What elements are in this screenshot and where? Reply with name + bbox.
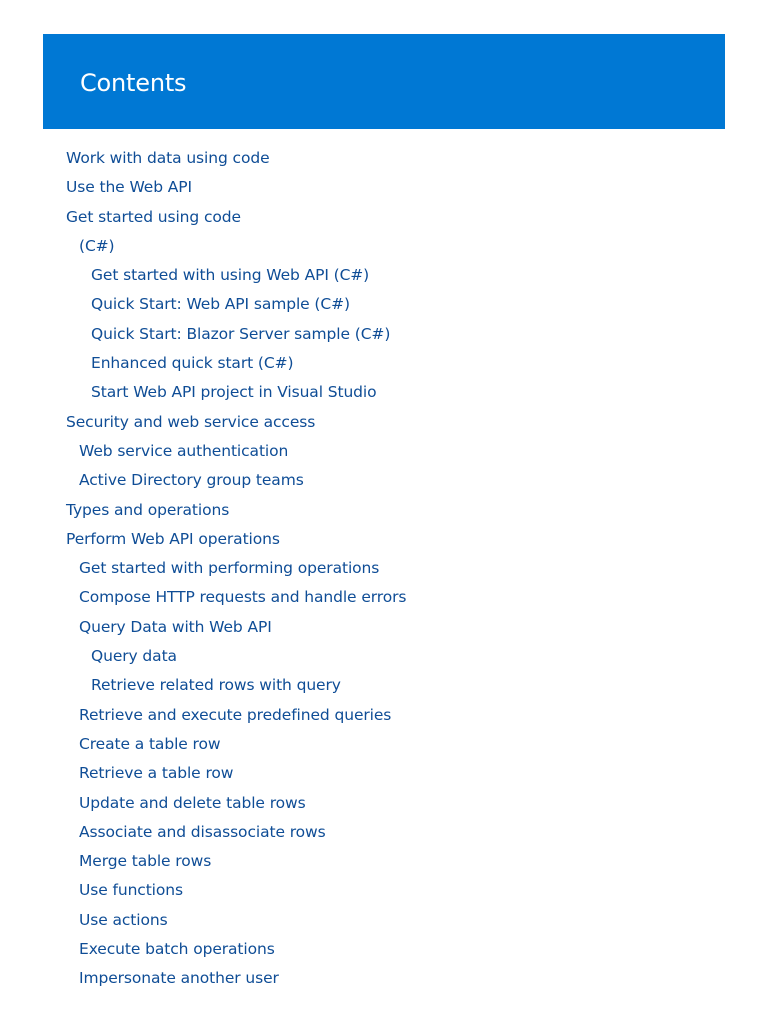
toc-link-retrieve-execute-predefined-queries[interactable]: Retrieve and execute predefined queries [79, 705, 392, 724]
toc-link-merge-table-rows[interactable]: Merge table rows [79, 852, 212, 871]
toc-link-create-a-table-row[interactable]: Create a table row [79, 734, 221, 753]
toc-link-work-with-data-using-code[interactable]: Work with data using code [66, 149, 270, 167]
toc-link-use-actions[interactable]: Use actions [79, 910, 168, 929]
toc-link-execute-batch-operations[interactable]: Execute batch operations [79, 940, 275, 959]
toc-link-quick-start-blazor-server-sample[interactable]: Quick Start: Blazor Server sample (C#) [91, 324, 391, 343]
toc-link-get-started-using-code[interactable]: Get started using code [66, 207, 241, 226]
toc-link-csharp[interactable]: (C#) [79, 236, 115, 255]
toc-link-get-started-web-api-csharp[interactable]: Get started with using Web API (C#) [91, 266, 370, 285]
toc-link-use-the-web-api[interactable]: Use the Web API [66, 178, 192, 197]
table-of-contents [66, 144, 706, 994]
toc-link-enhanced-quick-start[interactable]: Enhanced quick start (C#) [91, 354, 294, 373]
toc-link-retrieve-related-rows[interactable]: Retrieve related rows with query [91, 676, 341, 695]
toc-link-use-functions[interactable]: Use functions [79, 881, 183, 900]
toc-link-query-data[interactable]: Query data [91, 647, 177, 666]
page-title: Contents [80, 69, 187, 97]
toc-link-associate-disassociate-rows[interactable]: Associate and disassociate rows [79, 822, 326, 841]
toc-link-perform-web-api-operations[interactable]: Perform Web API operations [66, 529, 280, 548]
toc-link-retrieve-a-table-row[interactable]: Retrieve a table row [79, 764, 234, 783]
toc-link-security-and-web-service-access[interactable]: Security and web service access [66, 412, 316, 431]
toc-link-update-delete-table-rows[interactable]: Update and delete table rows [79, 793, 306, 812]
toc-link-active-directory-group-teams[interactable]: Active Directory group teams [79, 471, 304, 490]
toc-link-query-data-with-web-api[interactable]: Query Data with Web API [79, 617, 272, 636]
toc-link-types-and-operations[interactable]: Types and operations [66, 500, 230, 519]
toc-link-start-web-api-project-visual-studio[interactable]: Start Web API project in Visual Studio [91, 383, 377, 402]
toc-link-web-service-authentication[interactable]: Web service authentication [79, 441, 289, 460]
toc-link-get-started-performing-operations[interactable]: Get started with performing operations [79, 559, 380, 578]
toc-link-impersonate-another-user[interactable]: Impersonate another user [79, 969, 279, 988]
toc-link-compose-http-requests[interactable]: Compose HTTP requests and handle errors [79, 588, 407, 607]
contents-header [43, 34, 725, 129]
toc-link-quick-start-web-api-sample[interactable]: Quick Start: Web API sample (C#) [91, 295, 350, 314]
